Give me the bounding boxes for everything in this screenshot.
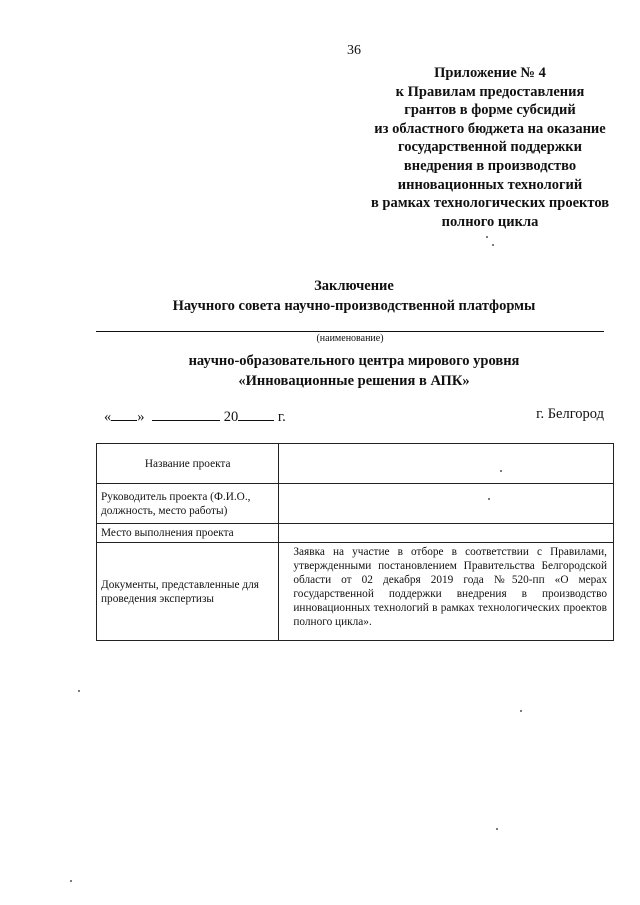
center-name-line2: «Инновационные решения в АПК» <box>238 373 470 389</box>
year-prefix: 20 <box>223 409 239 425</box>
month-blank <box>152 406 220 421</box>
row-value <box>279 524 614 543</box>
date-open-quote: « <box>104 409 112 425</box>
table-row <box>97 484 614 524</box>
row-value <box>279 444 614 484</box>
appendix-line: инновационных технологий <box>397 176 583 193</box>
scan-speck <box>496 828 498 830</box>
scan-speck <box>500 470 502 472</box>
appendix-line: полного цикла <box>441 213 539 230</box>
center-name <box>0 351 640 391</box>
page-number: 36 <box>347 43 361 58</box>
year-blank <box>238 406 274 421</box>
appendix-line: к Правилам предоставления <box>395 83 585 100</box>
year-suffix: г. <box>277 409 286 425</box>
name-caption: (наименование) <box>316 333 384 344</box>
scan-speck <box>486 236 488 238</box>
row-label: Место выполнения проекта <box>97 524 279 543</box>
row-value: Заявка на участие в отборе в соответствии с Правилами, утвержденными постановлением Правительства Белгородской области от 02 декабря 2019 года №520-пп «О мерах государственной поддержки внедрения в производство инновационных технологий в рамках технологических проектов полного цикла». <box>279 543 614 641</box>
row-label: Название проекта <box>97 444 279 484</box>
appendix-header <box>350 64 630 231</box>
scan-speck <box>520 710 522 712</box>
name-underline <box>96 331 604 332</box>
appendix-line: из областного бюджета на оказание <box>374 120 606 137</box>
date-field <box>104 406 286 426</box>
project-info-table <box>96 443 614 641</box>
appendix-line: внедрения в производство <box>403 157 577 174</box>
scan-speck <box>78 690 80 692</box>
appendix-line: государственной поддержки <box>397 139 583 156</box>
conclusion-subtitle: Научного совета научно-производственной платформы <box>172 298 536 314</box>
row-value <box>279 484 614 524</box>
appendix-line: в рамках технологических проектов <box>370 195 610 212</box>
conclusion-heading <box>0 276 640 316</box>
appendix-line: Приложение № 4 <box>434 65 546 81</box>
center-name-line1: научно-образовательного центра мирового уровня <box>188 353 520 369</box>
date-close-quote: » <box>137 409 145 425</box>
row-label: Руководитель проекта (Ф.И.О., должность, место работы) <box>97 484 279 524</box>
scan-speck <box>70 880 72 882</box>
city: г. Белгород <box>536 406 604 422</box>
table-row <box>97 444 614 484</box>
table-row <box>97 543 614 641</box>
scan-speck <box>492 244 494 246</box>
scan-speck <box>488 498 490 500</box>
appendix-line: грантов в форме субсидий <box>404 102 576 119</box>
table-row <box>97 524 614 543</box>
row-label: Документы, представленные для проведения экспертизы <box>97 543 279 641</box>
day-blank <box>111 406 137 421</box>
conclusion-title: Заключение <box>314 278 394 294</box>
